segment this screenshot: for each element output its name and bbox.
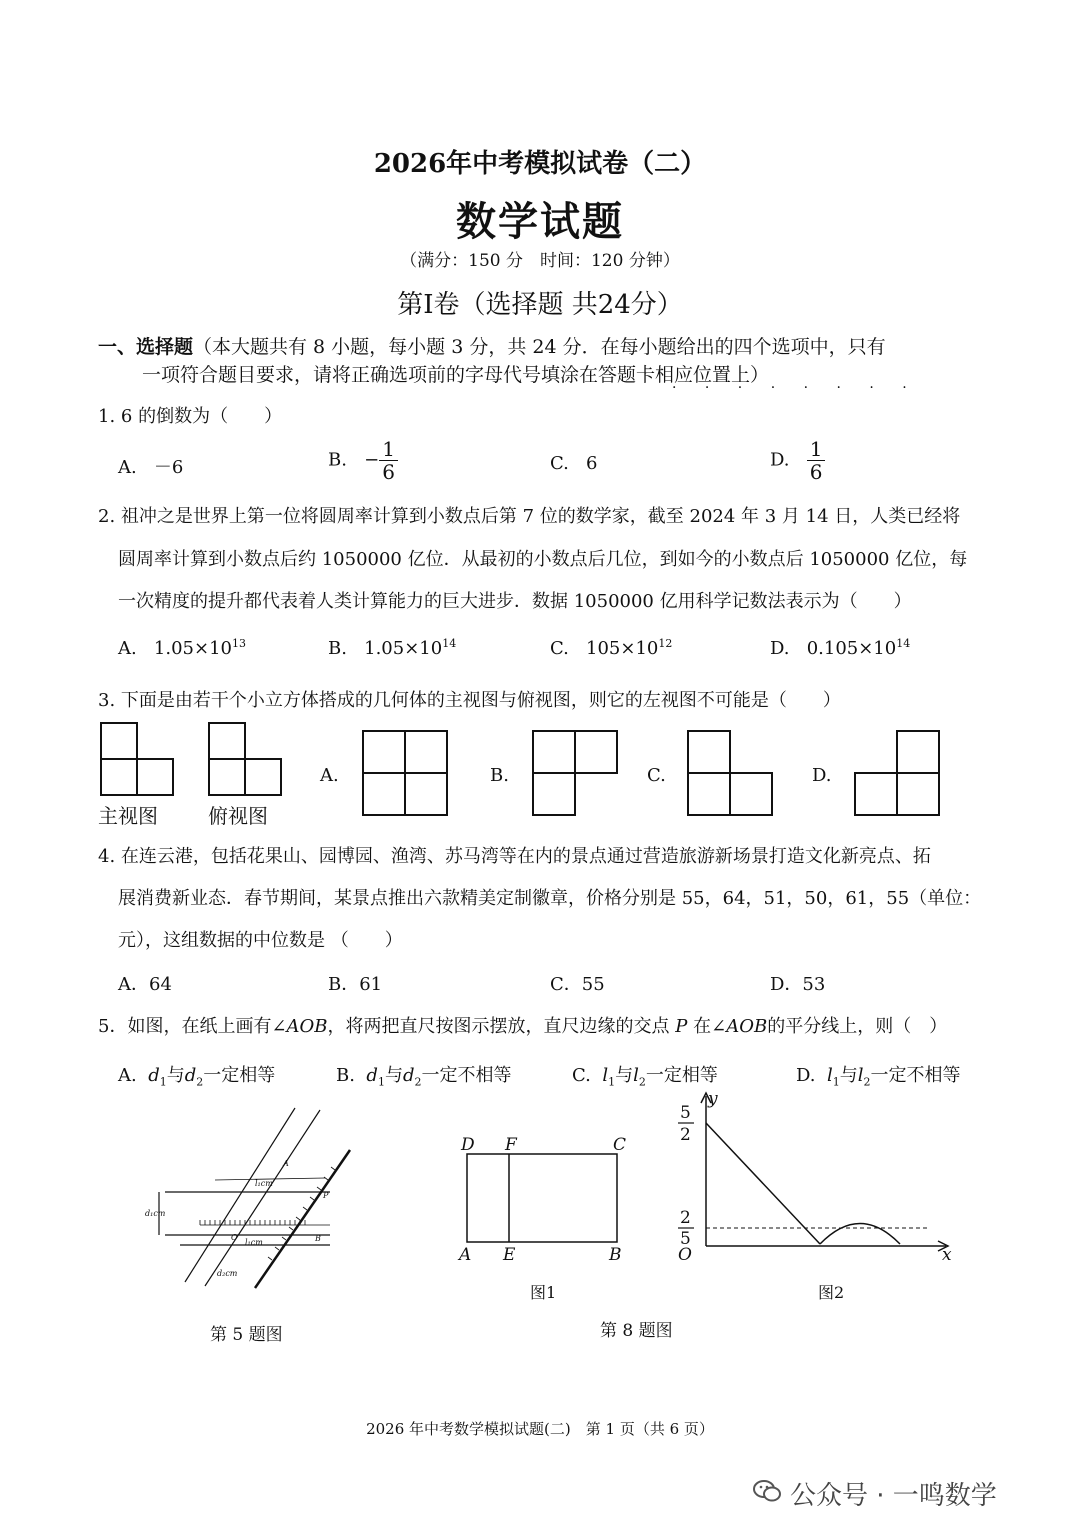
volume-title: 第Ⅰ卷（选择题 共24分） — [397, 290, 683, 320]
q5-c-var1: l — [602, 1065, 609, 1086]
tick-2-over-5-num: 2 — [680, 1208, 691, 1228]
q5-a-var2: d — [184, 1065, 197, 1086]
slant-ruler-scale-edge — [255, 1150, 350, 1288]
q5-stem-pre: 5．如图，在纸上画有 — [98, 1016, 272, 1037]
q1-d-fraction — [807, 438, 826, 483]
q5-a-and: 与 — [166, 1065, 185, 1086]
q2-b-label: B. — [328, 638, 347, 659]
q4-option-c: C．55 — [550, 974, 605, 995]
q3-option-b-shape — [533, 731, 617, 815]
fig1-caption: 图1 — [530, 1283, 557, 1302]
tick-2-over-5-den: 5 — [680, 1229, 691, 1249]
q5-stem-mid2: 在 — [693, 1016, 712, 1037]
q3-a-label: A. — [320, 765, 339, 786]
wechat-icon — [752, 1478, 782, 1504]
q5-option-d — [796, 1061, 961, 1089]
q5-c-var2: l — [633, 1065, 639, 1086]
exam-meta: （满分：150 分 时间：120 分钟） — [400, 251, 680, 271]
q5-angle-2: ∠AOB — [711, 1016, 768, 1037]
q2-b-exp: 14 — [442, 637, 457, 650]
q5-d-var1: l — [826, 1065, 833, 1086]
q1-option-a — [118, 453, 183, 479]
label-d2cm: d₂cm — [217, 1269, 238, 1278]
q1-b-fraction — [379, 438, 398, 483]
q1-a-value: －6 — [153, 457, 184, 478]
tick-5-over-2-num: 5 — [680, 1103, 691, 1123]
main-view-label: 主视图 — [98, 804, 158, 828]
label-F: F — [505, 1135, 517, 1155]
q1-c-label: C. — [550, 453, 569, 474]
q2-c-label: C. — [550, 638, 569, 659]
q2-c-exp: 12 — [658, 637, 673, 650]
q5-c-and: 与 — [615, 1065, 634, 1086]
q5-d-sub1: 1 — [832, 1075, 840, 1089]
q4-line-1: 4. 在连云港，包括花果山、园博园、渔湾、苏马湾等在内的景点通过营造旅游新场景打造文化新亮点、拓 — [98, 846, 931, 867]
rect-ABCD — [467, 1154, 617, 1242]
section-desc-1: （本大题共有 8 小题，每小题 3 分，共 24 分．在每小题给出的四个选项中，只有 — [193, 336, 886, 358]
section-desc-2: 一项符合题目要求，请将正确选项前的字母代号填涂在答题卡相应位置上） — [142, 364, 770, 386]
page-footer: 2026 年中考数学模拟试题(二) 第 1 页（共 6 页） — [366, 1420, 714, 1438]
q1-stem: 1. 6 的倒数为（ ） — [98, 406, 283, 427]
q5-a-text: 一定相等 — [203, 1065, 276, 1086]
q5-a-sub1: 1 — [159, 1075, 167, 1089]
q5-a-sub2: 2 — [196, 1075, 204, 1089]
q2-line-3: 一次精度的提升都代表着人类计算能力的巨大进步．数据 1050000 亿用科学记数法表示为（ ） — [118, 591, 912, 612]
q2-a-base: 1.05×10 — [153, 638, 232, 659]
label-origin: O — [678, 1245, 692, 1263]
q5-d-var2: l — [857, 1065, 864, 1086]
q1-d-den: 6 — [809, 460, 823, 484]
graph-line-segment — [706, 1123, 820, 1244]
q5-b-var1: d — [366, 1065, 378, 1086]
label-l1cm-top: l₁cm — [255, 1179, 273, 1188]
fig8-rectangle — [455, 1130, 635, 1265]
q2-a-exp: 13 — [231, 637, 246, 650]
q3-option-c-shape — [688, 731, 772, 815]
q3-option-d-shape — [855, 731, 939, 815]
q5-d-sub2: 2 — [863, 1075, 871, 1089]
q1-c-value: 6 — [586, 453, 598, 474]
q5-option-c — [572, 1061, 718, 1089]
q2-d-label: D. — [770, 638, 790, 659]
q5-angle-1: ∠AOB — [271, 1016, 328, 1037]
section-header — [98, 332, 886, 359]
q3-b-label: B. — [490, 765, 509, 786]
q5-d-text: 一定不相等 — [870, 1065, 961, 1086]
label-A-rect: A — [459, 1245, 472, 1265]
q1-d-label: D. — [770, 449, 790, 471]
fig8-caption: 第 8 题图 — [600, 1321, 673, 1341]
label-B-rect: B — [609, 1245, 622, 1265]
label-E: E — [503, 1245, 516, 1265]
q2-d-exp: 14 — [896, 637, 911, 650]
q5-point-p: P — [675, 1016, 688, 1037]
top-view-label: 俯视图 — [208, 804, 268, 828]
q2-line-1: 2. 祖冲之是世界上第一位将圆周率计算到小数点后第 7 位的数学家，截至 2024 年 3 月 14 日，人类已经将 — [98, 506, 961, 527]
fig8-graph — [670, 1088, 960, 1263]
fig2-caption: 图2 — [818, 1283, 845, 1302]
q5-b-sub2: 2 — [414, 1075, 422, 1089]
q3-d-label: D. — [812, 765, 832, 786]
paper-title: 2026年中考模拟试卷（二） — [373, 149, 707, 179]
label-B: B — [315, 1234, 321, 1243]
q2-a-label: A. — [118, 638, 137, 659]
label-y: y — [708, 1089, 718, 1109]
q2-d-base: 0.105×10 — [806, 638, 897, 659]
q5-c-sub2: 2 — [638, 1075, 646, 1089]
q5-d-label: D. — [796, 1065, 816, 1086]
q5-c-text: 一定相等 — [645, 1065, 718, 1086]
q2-option-b — [328, 637, 456, 659]
q4-option-d: D．53 — [770, 974, 826, 995]
q4-option-b: B．61 — [328, 974, 383, 995]
q5-b-text: 一定不相等 — [421, 1065, 512, 1086]
q1-option-d — [770, 438, 825, 483]
q5-option-b — [336, 1061, 511, 1089]
q5-stem — [98, 1012, 947, 1038]
q5-b-var2: d — [402, 1065, 415, 1086]
label-x: x — [942, 1245, 952, 1263]
q5-stem-post: 的平分线上，则（ ） — [767, 1016, 948, 1037]
graph-arc — [820, 1224, 900, 1245]
q5-a-var1: d — [148, 1065, 160, 1086]
q5-c-sub1: 1 — [608, 1075, 616, 1089]
q3-stem: 3. 下面是由若干个小立方体搭成的几何体的主视图与俯视图，则它的左视图不可能是（ ） — [98, 690, 841, 711]
slant-ruler-edge-2 — [205, 1110, 320, 1286]
q1-d-num: 1 — [807, 438, 826, 461]
subject-title: 数学试题 — [456, 198, 624, 245]
q2-line-2: 圆周率计算到小数点后约 1050000 亿位．从最初的小数点后几位，到如今的小数点后 1050000 亿位，每 — [118, 549, 968, 570]
q5-d-and: 与 — [839, 1065, 858, 1086]
watermark-text: 公众号 · 一鸣数学 — [790, 1481, 997, 1511]
q1-b-num: 1 — [379, 438, 398, 461]
q4-line-2: 展消费新业态．春节期间，某景点推出六款精美定制徽章，价格分别是 55，64，51，50，61，55（单位： — [118, 888, 982, 909]
q3-c-label: C. — [647, 765, 666, 786]
q2-c-base: 105×10 — [586, 638, 659, 659]
q2-option-c — [550, 637, 672, 659]
label-d1cm: d₁cm — [145, 1209, 166, 1218]
q1-b-den: 6 — [382, 460, 395, 484]
q1-b-sign: − — [364, 449, 380, 471]
label-l1cm: l₁cm — [245, 1238, 263, 1247]
q2-b-base: 1.05×10 — [364, 638, 443, 659]
q2-option-d — [770, 637, 910, 659]
fig5-rulers — [145, 1100, 375, 1290]
label-O: O — [231, 1233, 238, 1242]
q5-option-a — [118, 1061, 275, 1089]
label-D: D — [461, 1135, 475, 1155]
label-A: A — [283, 1159, 289, 1168]
q1-option-c — [550, 453, 597, 474]
q1-b-label: B. — [328, 449, 347, 471]
q3-option-a-shape — [363, 731, 447, 815]
section-label: 一、选择题 — [98, 336, 194, 358]
q1-a-label: A. — [118, 457, 137, 478]
label-C: C — [613, 1135, 627, 1155]
q1-option-b — [328, 438, 398, 483]
q5-c-label: C. — [572, 1065, 591, 1086]
q4-option-a: A．64 — [118, 974, 172, 995]
q5-a-label: A. — [118, 1065, 137, 1086]
label-P: P — [323, 1191, 329, 1200]
q4-line-3: 元），这组数据的中位数是 （ ） — [118, 930, 403, 951]
q5-stem-mid: ，将两把直尺按图示摆放，直尺边缘的交点 — [327, 1016, 670, 1037]
q5-b-and: 与 — [384, 1065, 403, 1086]
q5-b-sub1: 1 — [377, 1075, 385, 1089]
fig5-caption: 第 5 题图 — [210, 1325, 283, 1345]
tick-5-over-2-den: 2 — [680, 1125, 691, 1145]
q2-option-a — [118, 637, 246, 659]
emphasis-dots: · · · · · · · · — [672, 380, 919, 396]
main-view-shape — [101, 723, 173, 795]
q5-b-label: B. — [336, 1065, 355, 1086]
top-view-shape — [209, 723, 281, 795]
